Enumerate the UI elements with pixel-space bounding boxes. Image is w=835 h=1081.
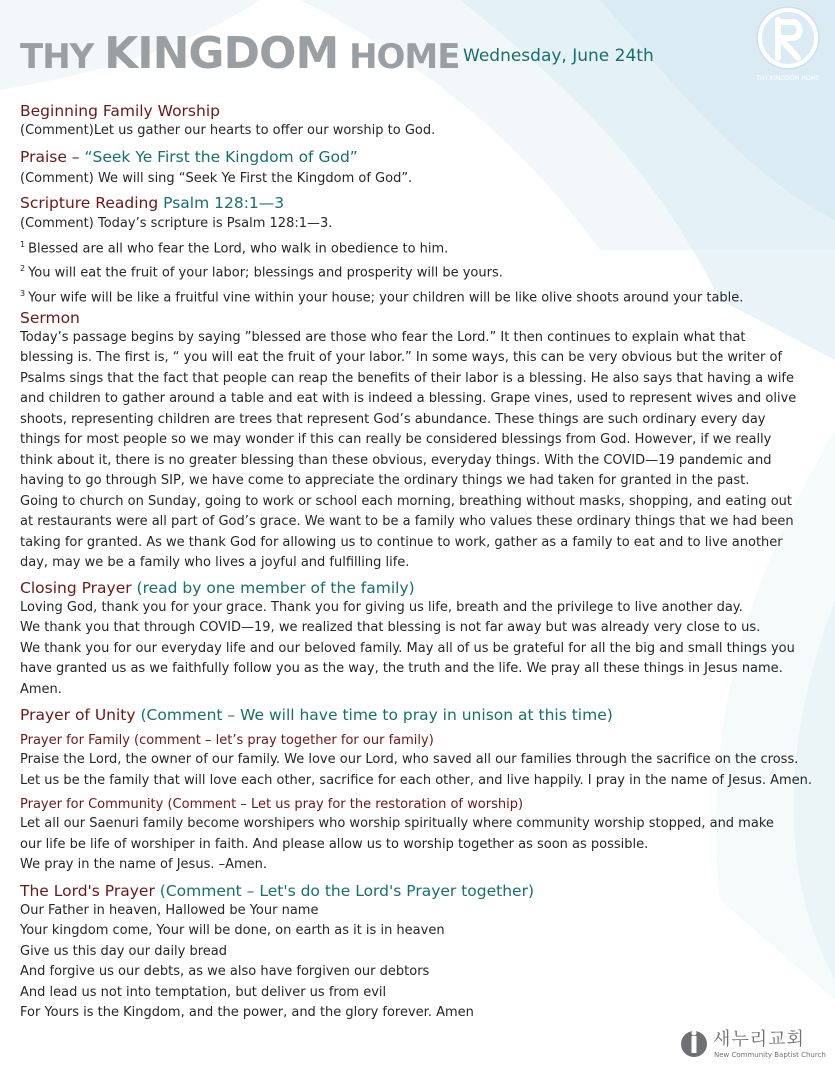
unity-note: (Comment – We will have time to pray in unison at this time) <box>140 706 613 725</box>
scripture-heading: Scripture Reading Psalm 128:1—3 <box>20 194 285 212</box>
title-thy: THY <box>20 37 105 77</box>
family-prayer-text: Praise the Lord, the owner of our family. We love our Lord, who saved all our families through the sacrifice on the cross. Let us be the family that will love each other, sacrifice for each other, and live happily. I pray in the name of Jesus. Amen. <box>20 752 813 788</box>
church-emblem-icon <box>679 1027 709 1061</box>
praise-song: “Seek Ye First the Kingdom of God” <box>84 147 358 166</box>
page-title <box>20 28 460 79</box>
church-english-name: New Community Baptist Church <box>714 1051 826 1059</box>
beginning-heading: Beginning Family Worship <box>20 102 220 120</box>
sermon-heading: Sermon <box>20 308 80 327</box>
community-prayer-heading: Prayer for Community (Comment – Let us pray for the restoration of worship) <box>20 797 524 813</box>
sermon-text: Today’s passage begins by saying ”blessed are those who fear the Lord.” It then continues to explain what that blessing is. The first is, “ you will eat the fruit of your labor.” In some ways, this can be very obvious but the writer of Psalms sings that the fact that people can reap the benefits of their labor is a blessing. He also says that having a wife and children to gather around a table and eat with is indeed a blessing. Grape vines, used to represent wives and olive shoots, representing children are trees that represent God’s abundance. These things are such ordinary every day things for most people so we may wonder if this can really be considered blessings from God. However, if we really think about it, there is no greater blessing than these obvious, everyday things. With the COVID—19 pandemic and having to go through SIP, we have come to appreciate the ordinary things we had taken for granted in the past. Going to church on Sunday, going to work or school each morning, breathing without masks, shopping, and eating out at restaurants were all part of God’s grace. We want to be a family who values these ordinary things that we had been taking for granted. As we thank God for allowing us to continue to work, gather as a family to eat and to live another day, may we be a family who lives a joyful and fulfilling life. <box>20 329 797 571</box>
svg-text:THY KINGDOM HOME: THY KINGDOM HOME <box>756 75 820 82</box>
closing-text: Loving God, thank you for your grace. Thank you for giving us life, breath and the privilege to live another day. We thank you that through COVID—19, we realized that blessing is not far away but was already very close to us. We thank you for our everyday life and our beloved family. May all of us be grateful for all the big and small things you have granted us as we faithfully follow you as the way, the truth and the life. We pray all these things in Jesus name. Amen. <box>20 599 795 697</box>
church-logo <box>679 1025 829 1065</box>
lords-prayer-heading: The Lord's Prayer (Comment – Let's do the Lord's Prayer together) <box>20 881 535 900</box>
verse-2: $^2$ You will eat the fruit of your labor; blessings and prosperity will be yours. <box>20 264 503 281</box>
praise-comment: (Comment) We will sing “Seek Ye First the Kingdom of God”. <box>20 170 413 186</box>
lords-prayer-note: (Comment – Let's do the Lord's Prayer together) <box>159 881 535 900</box>
scripture-reference: Psalm 128:1—3 <box>163 194 285 212</box>
community-prayer-text: Let all our Saenuri family become worshipers who worship spiritually where community worship stopped, and make our life be life of worshiper in faith. And please allow us to worship together as soon as possible. We pray in the name of Jesus. –Amen. <box>20 816 774 873</box>
page-date: Wednesday, June 24th <box>463 46 654 66</box>
beginning-comment: (Comment)Let us gather our hearts to offer our worship to God. <box>20 123 436 138</box>
worship-guide <box>20 102 828 1024</box>
title-home: HOME <box>338 37 460 77</box>
scripture-text: (Comment) Today’s scripture is Psalm 128:1—3. $^1$ Blessed are all who fear the Lord, who walk in obedience to him. $^2$ You will eat the fruit of your labor; blessings and prosperity will be yours. $^3$ Your wife will be like a fruitful vine within your house; your children will be like olive shoots around your table. <box>20 214 828 309</box>
unity-heading: Prayer of Unity (Comment – We will have time to pray in unison at this time) <box>20 706 613 725</box>
thy-kingdom-home-logo <box>752 4 824 84</box>
title-kingdom: KINGDOM <box>104 28 339 79</box>
church-korean-name: 새누리교회 <box>713 1029 805 1050</box>
closing-heading: Closing Prayer (read by one member of the family) <box>20 578 415 597</box>
family-prayer-heading: Prayer for Family (comment – let’s pray together for our family) <box>20 733 434 749</box>
praise-heading: Praise – “Seek Ye First the Kingdom of God” <box>20 147 358 166</box>
verse-1: $^1$ Blessed are all who fear the Lord, who walk in obedience to him. <box>20 239 449 256</box>
lords-prayer-text: Our Father in heaven, Hallowed be Your name Your kingdom come, Your will be done, on earth as it is in heaven Give us this day our daily bread And forgive us our debts, as we also have forgiven our debtors And lead us not into temptation, but deliver us from evil For Yours is the Kingdom, and the power, and the glory forever. Amen <box>20 902 474 1021</box>
closing-note: (read by one member of the family) <box>136 578 415 597</box>
verse-3: $^3$ Your wife will be like a fruitful vine within your house; your children will be like olive shoots around your table. <box>20 289 744 306</box>
